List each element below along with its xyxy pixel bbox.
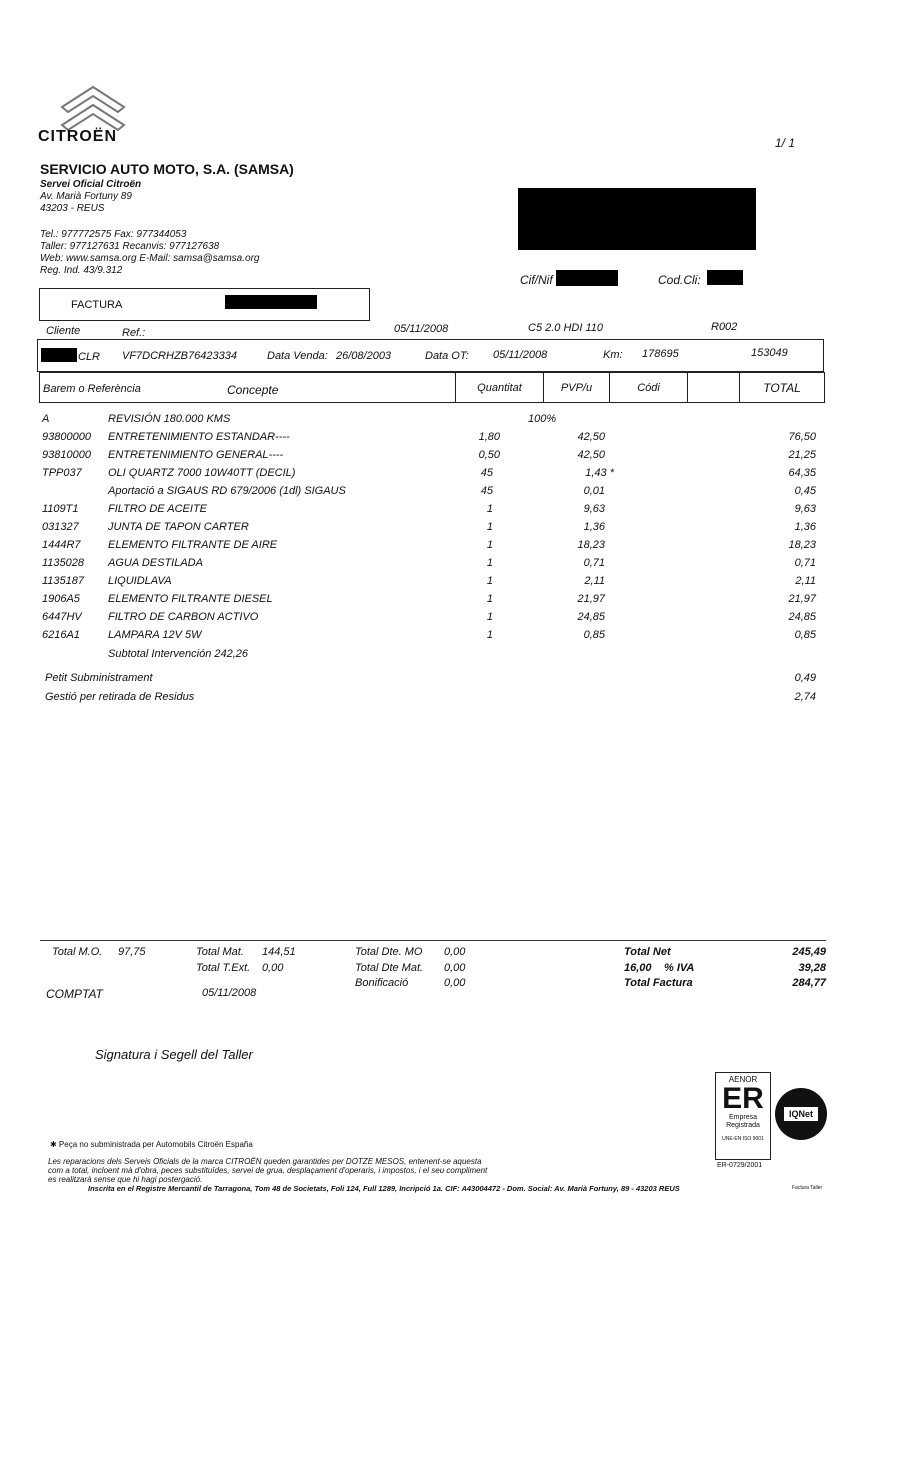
row-price: 24,85 <box>577 611 605 623</box>
totals-divider <box>40 940 826 941</box>
page-number: 1/ 1 <box>775 136 796 150</box>
company-contact <box>40 229 259 277</box>
row-concept: LAMPARA 12V 5W <box>108 629 202 641</box>
row-total: 76,50 <box>788 431 816 443</box>
sale-date-label: Data Venda: <box>267 350 328 362</box>
table-row <box>0 431 900 449</box>
table-row <box>0 629 900 647</box>
aenor-mark: ER <box>722 1082 764 1115</box>
vehicle-box <box>37 339 824 372</box>
mat-label: Total Mat. <box>196 946 244 958</box>
row-concept: ELEMENTO FILTRANTE DIESEL <box>108 593 273 605</box>
row-qty: 45 <box>480 467 493 479</box>
invoice-date: 05/11/2008 <box>394 323 449 335</box>
aenor-standard: UNE-EN ISO 9001 <box>722 1136 764 1142</box>
redacted-codcli <box>707 270 743 285</box>
row-qty: 1 <box>486 539 493 551</box>
row-qty: 0,50 <box>478 449 500 461</box>
row-ref: TPP037 <box>42 467 82 479</box>
star-note: ✱ Peça no subministrada per Automobils Citroën España <box>50 1140 253 1149</box>
mat-value: 144,51 <box>262 946 296 958</box>
row-ref: 93800000 <box>42 431 91 443</box>
row-total: 64,35 <box>788 467 816 479</box>
row-price: 42,50 <box>577 431 605 443</box>
mo-label: Total M.O. <box>52 946 103 958</box>
header-ref: Barem o Referència <box>43 383 141 395</box>
row-concept: JUNTA DE TAPON CARTER <box>108 521 249 533</box>
extra-total: 2,74 <box>794 691 816 703</box>
table-row <box>0 593 900 611</box>
km-value: 178695 <box>642 348 679 360</box>
row-total: 9,63 <box>794 503 816 515</box>
row-price: 18,23 <box>577 539 605 551</box>
redacted-plate <box>41 348 77 362</box>
row-ref: 93810000 <box>42 449 91 461</box>
row-price: 0,01 <box>583 485 605 497</box>
row-qty: 1 <box>486 629 493 641</box>
header-total: TOTAL <box>739 373 824 402</box>
redacted-invoice-number <box>225 295 317 309</box>
table-row <box>0 485 900 503</box>
km-label: Km: <box>603 349 623 361</box>
row-qty: 1 <box>486 557 493 569</box>
iqnet-label: IQNet <box>784 1107 818 1121</box>
table-row <box>0 611 900 629</box>
row-total: 2,11 <box>795 575 816 587</box>
cif-label: Cif/Nif <box>520 273 553 287</box>
company-line: 43203 - REUS <box>40 203 105 214</box>
row-concept: REVISIÓN 180.000 KMS <box>108 413 231 425</box>
company-line: Av. Marià Fortuny 89 <box>40 191 132 202</box>
registry-text: Inscrita en el Registre Mercantil de Tarragona, Tom 48 de Societats, Foli 124, Full 1289, Incripció 1a. CIF: A43004472 - Dom. Social: Av. Marià Fortuny, 89 - 43203 REUS <box>88 1184 680 1193</box>
table-row <box>0 521 900 539</box>
payment-date: 05/11/2008 <box>202 987 257 999</box>
factura-total-value: 284,77 <box>792 977 826 989</box>
company-line: Servei Oficial Citroën <box>40 179 142 190</box>
table-row <box>0 449 900 467</box>
factura-box <box>39 288 370 321</box>
dte-mo-label: Total Dte. MO <box>355 946 423 958</box>
table-row <box>0 503 900 521</box>
row-ref: 1906A5 <box>42 593 80 605</box>
extra-total: 0,49 <box>794 672 816 684</box>
row-qty: 1 <box>486 503 493 515</box>
table-row <box>0 539 900 557</box>
row-qty: 1 <box>486 575 493 587</box>
header-code: Códi <box>609 373 687 402</box>
row-total: 0,45 <box>794 485 816 497</box>
subtotal-text: Subtotal Intervención 242,26 <box>108 648 249 660</box>
legal-line: Les reparacions dels Serveis Oficials de la marca CITROËN queden garantides per DOTZE MESOS, entenent-se aquesta <box>48 1157 482 1166</box>
ot-date-label: Data OT: <box>425 350 469 362</box>
legal-line: com a total, incloent mà d'obra, peces substituïdes, servei de grua, desplaçament d'operaris, i impostos, i el seu compliment <box>48 1166 488 1175</box>
mo-value: 97,75 <box>118 946 146 958</box>
iva-rate: 16,00 <box>624 962 652 974</box>
extra-label: Gestió per retirada de Residus <box>45 691 195 703</box>
row-concept: ENTRETENIMIENTO ESTANDAR---- <box>108 431 290 443</box>
factura-title: FACTURA <box>71 299 123 311</box>
dte-mo-value: 0,00 <box>444 946 466 958</box>
row-price: 2,11 <box>584 575 605 587</box>
sale-date: 26/08/2003 <box>336 350 392 362</box>
brand-name: CITROËN <box>38 128 117 145</box>
reference-number: 153049 <box>751 347 788 359</box>
header-qty: Quantitat <box>455 373 543 402</box>
legal-line: es realitzarà sense que hi hagi postergació. <box>48 1175 203 1184</box>
row-price: 0,71 <box>583 557 605 569</box>
codcli-label: Cod.Cli: <box>658 273 701 287</box>
extra-row <box>0 672 900 690</box>
text-label: Total T.Ext. <box>196 962 251 974</box>
row-price: 21,97 <box>577 593 605 605</box>
iva-label: % IVA <box>664 962 695 974</box>
factura-total-label: Total Factura <box>624 977 693 989</box>
iqnet-certificate-logo <box>775 1088 827 1140</box>
aenor-certificate-logo <box>715 1072 771 1160</box>
row-qty: 45 <box>480 485 493 497</box>
dte-mat-label: Total Dte Mat. <box>355 962 424 974</box>
redacted-address-block <box>518 188 756 250</box>
plate-suffix: CLR <box>78 351 101 363</box>
row-ref: 031327 <box>42 521 79 533</box>
aenor-top: AENOR <box>728 1075 758 1084</box>
contact-line: Reg. Ind. 43/9.312 <box>40 265 123 276</box>
legal-text <box>48 1157 487 1184</box>
signature-label: Signatura i Segell del Taller <box>95 1047 253 1062</box>
row-qty: 1 <box>486 521 493 533</box>
table-row <box>0 467 900 485</box>
vin: VF7DCRHZB76423334 <box>122 350 237 362</box>
row-qty: 1 <box>486 593 493 605</box>
row-price: 42,50 <box>577 449 605 461</box>
net-value: 245,49 <box>792 946 826 958</box>
invoice-code: R002 <box>711 321 738 333</box>
row-ref: 1444R7 <box>42 539 81 551</box>
row-ref: 6216A1 <box>42 629 80 641</box>
subtotal-row <box>0 648 900 666</box>
row-concept: OLI QUARTZ 7000 10W40TT (DECIL) <box>108 467 296 479</box>
row-concept: FILTRO DE CARBON ACTIVO <box>108 611 259 623</box>
cliente-label: Cliente <box>46 325 81 337</box>
header-concept: Concepte <box>227 383 279 397</box>
row-price: 1,36 <box>583 521 605 533</box>
aenor-sub2: Registrada <box>726 1122 760 1129</box>
header-blank <box>687 373 739 402</box>
extra-label: Petit Subministrament <box>45 672 153 684</box>
row-price: 100% <box>528 413 557 425</box>
table-row <box>0 413 900 431</box>
row-total: 0,85 <box>794 629 816 641</box>
row-concept: FILTRO DE ACEITE <box>108 503 208 515</box>
table-row <box>0 575 900 593</box>
row-qty: 1 <box>486 611 493 623</box>
iva-value: 39,28 <box>798 962 826 974</box>
vehicle-model: C5 2.0 HDI 110 <box>528 322 604 334</box>
row-concept: Aportació a SIGAUS RD 679/2006 (1dl) SIGAUS <box>108 485 346 497</box>
payment-row <box>0 987 900 1005</box>
row-price: 9,63 <box>583 503 605 515</box>
row-ref: 6447HV <box>42 611 82 623</box>
row-price: 0,85 <box>583 629 605 641</box>
row-total: 0,71 <box>794 557 816 569</box>
row-total: 21,97 <box>788 593 816 605</box>
dte-mat-value: 0,00 <box>444 962 466 974</box>
row-ref: 1135028 <box>42 557 85 569</box>
bonif-label: Bonificació <box>355 977 409 989</box>
row-ref: 1109T1 <box>42 503 79 515</box>
form-name: Factura Taller <box>792 1185 823 1191</box>
row-qty: 1,80 <box>478 431 500 443</box>
ot-date: 05/11/2008 <box>493 349 548 361</box>
row-concept: LIQUIDLAVA <box>108 575 172 587</box>
company-address <box>40 179 141 215</box>
contact-line: Tel.: 977772575 Fax: 977344053 <box>40 229 187 240</box>
row-concept: ELEMENTO FILTRANTE DE AIRE <box>108 539 278 551</box>
contact-line: Web: www.samsa.org E-Mail: samsa@samsa.org <box>40 253 260 264</box>
table-header <box>39 372 825 403</box>
row-ref: A <box>42 413 50 425</box>
aenor-cert-number: ER-0729/2001 <box>717 1162 763 1169</box>
row-total: 1,36 <box>794 521 816 533</box>
aenor-sub1: Empresa <box>728 1114 757 1121</box>
row-concept: AGUA DESTILADA <box>108 557 203 569</box>
payment-method: COMPTAT <box>46 987 103 1001</box>
contact-line: Taller: 977127631 Recanvis: 977127638 <box>40 241 220 252</box>
row-concept: ENTRETENIMIENTO GENERAL---- <box>108 449 284 461</box>
row-total: 21,25 <box>788 449 816 461</box>
row-total: 18,23 <box>788 539 816 551</box>
extra-row <box>0 691 900 709</box>
net-label: Total Net <box>624 946 671 958</box>
row-ref: 1135187 <box>42 575 85 587</box>
bonif-value: 0,00 <box>444 977 466 989</box>
redacted-cif <box>556 270 618 286</box>
header-price: PVP/u <box>543 373 609 402</box>
row-price: 1,43 * <box>585 467 614 479</box>
company-name: SERVICIO AUTO MOTO, S.A. (SAMSA) <box>40 161 294 177</box>
table-row <box>0 557 900 575</box>
row-total: 24,85 <box>788 611 816 623</box>
ref-label: Ref.: <box>122 327 146 339</box>
text-value: 0,00 <box>262 962 284 974</box>
